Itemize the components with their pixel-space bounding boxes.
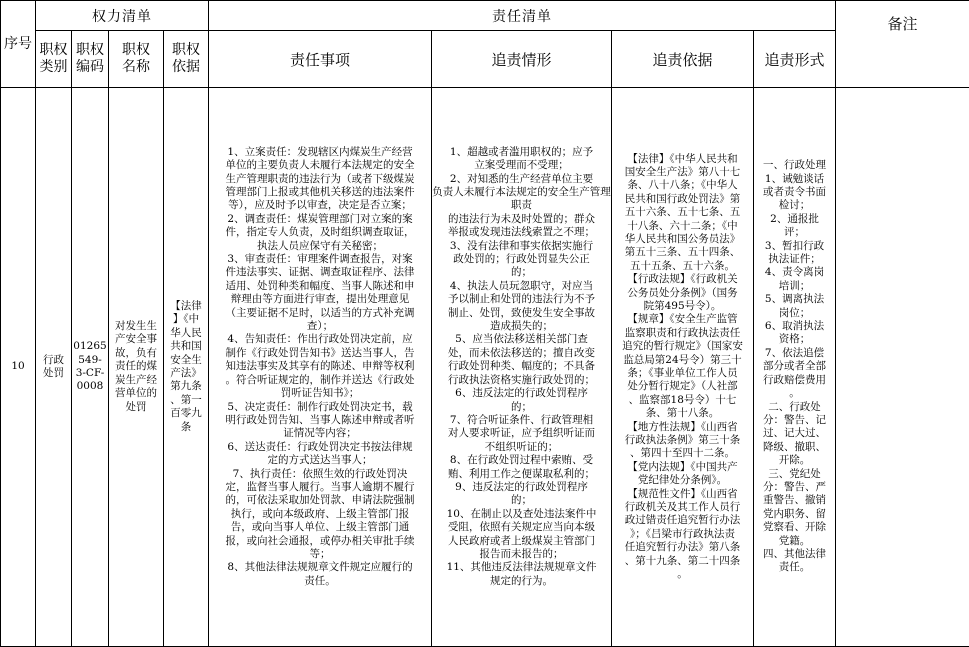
row-remark bbox=[836, 88, 969, 647]
row-resp-basis: 【法律】《中华人民共和 国安全生产法》第八十七 条、八十八条；《中华人 民共和国行政处罚法》第 五十六条、五十七条、五 十八条、六十二条；《中 华人民共和国公务员法》 第五十三条、五十四条、 五十五条、五十六条。 【行政法规】《行政机关 公务员处分条例》（国务 院第495号令）。 【规章】《安全生产监管 监察职责和行政执法责任 追究的暂行规定》（国家安 监总局第24号令）第三十 条；《事业单位工作人员 处分暂行规定》（人社部 、监察部18号令）十七 条、第十八条。 【地方性法规】《山西省 行政执法条例》第三十条 、第四十至四十二条。 【党内法规】《中国共产 党纪律处分条例》。 【规范性文件】《山西省 行政机关及其工作人员行 政过错责任追究暂行办法 》；《吕梁市行政执法责 任追究暂行办法》第八条 、第十九条、第二十四条 。 bbox=[612, 88, 754, 647]
header-resp-basis: 追责依据 bbox=[612, 31, 754, 88]
header-resp-items: 责任事项 bbox=[209, 31, 432, 88]
header-power-basis: 职权 依据 bbox=[164, 31, 209, 88]
header-remark: 备注 bbox=[836, 1, 969, 88]
header-power-code: 职权 编码 bbox=[72, 31, 109, 88]
row-resp-items: 1、立案责任：发现辖区内煤炭生产经营 单位的主要负责人未履行本法规定的安全 生产管理职责的违法行为（或者下级煤炭 管理部门上报或其他机关移送的违法案件 等），应及时予以审查，决定是否立案； 2、调查责任：煤炭管理部门对立案的案 件，指定专人负责，及时组织调查取证， 执法人员应保守有关秘密； 3、审查责任：审理案件调查报告，对案 件违法事实、证据、调查取证程序、法律 适用、处罚种类和幅度、当事人陈述和申 辩理由等方面进行审查，提出处理意见 （主要证据不足时，以适当的方式补充调 查）； 4、告知责任：作出行政处罚决定前，应 制作《行政处罚告知书》送达当事人，告 知违法事实及其享有的陈述、申辩等权利 。符合听证规定的，制作并送达《行政处 罚听证告知书》； 5、决定责任：制作行政处罚决定书，载 明行政处罚告知、当事人陈述申辩或者听 证情况等内容； 6、送达责任：行政处罚决定书按法律规 定的方式送达当事人； 7、执行责任：依照生效的行政处罚决 定，监督当事人履行。当事人逾期不履行 的，可依法采取加处罚款、申请法院强制 执行，或向本级政府、上级主管部门报 告，或向当事人单位、上级主管部门通 报，或向社会通报，或停办相关审批手续 等； 8、其他法律法规规章文件规定应履行的 责任。 bbox=[209, 88, 432, 647]
row-resp-forms: 一、行政处理 1、诫勉谈话 或者责令书面 检讨； 2、通报批 评； 3、暂扣行政 执法证件； 4、责令离岗 培训； 5、调离执法 岗位； 6、取消执法 资格； 7、依法追偿 部分或者全部 行政赔偿费用 。 二、行政处 分：警告、记 过、记大过、 降级、撤职、 开除。 三、党纪处 分：警告、严 重警告、撤销 党内职务、留 党察看、开除 党籍。 四、其他法律 责任。 bbox=[754, 88, 836, 647]
row-category: 行政 处罚 bbox=[36, 88, 72, 647]
row-name: 对发生生 产安全事 故，负有 责任的煤 炭生产经 营单位的 处罚 bbox=[109, 88, 164, 647]
row-code: 01265 549- 3-CF- 0008 bbox=[72, 88, 109, 647]
header-responsibility-list: 责任清单 bbox=[209, 1, 836, 31]
header-resp-situations: 追责情形 bbox=[432, 31, 612, 88]
row-basis: 【法律 】《中 华人民 共和国 安全生 产法》 第九条 、第一 百零九 条 bbox=[164, 88, 209, 647]
header-power-list: 权力清单 bbox=[36, 1, 209, 31]
header-resp-forms: 追责形式 bbox=[754, 31, 836, 88]
header-power-name: 职权 名称 bbox=[109, 31, 164, 88]
header-power-category: 职权 类别 bbox=[36, 31, 72, 88]
row-resp-situations: 1、超越或者滥用职权的；应予 立案受理而不受理； 2、对知悉的生产经营单位主要 负责人未履行本法规定的安全生产管理职责 的违法行为未及时处置的；群众 举报或发现违法线索置之不理； 3、没有法律和事实依据实施行 政处罚的；行政处罚显失公正 的； 4、执法人员玩忽职守，对应当 予以制止和处罚的违法行为不予 制止、处罚，致使发生安全事故 造成损失的； 5、应当依法移送相关部门查 处，而未依法移送的；擅自改变 行政处罚种类、幅度的；不具备 行政执法资格实施行政处罚的； 6、违反法定的行政处罚程序 的； 7、符合听证条件、行政管理相 对人要求听证，应予组织听证而 不组织听证的； 8、在行政处罚过程中索贿、受 贿、利用工作之便谋取私利的； 9、违反法定的行政处罚程序 的； 10、在制止以及查处违法案件中 受阻，依照有关规定应当向本级 人民政府或者上级煤炭主管部门 报告而未报告的； 11、其他违反法律法规规章文件 规定的行为。 bbox=[432, 88, 612, 647]
header-seq: 序号 bbox=[1, 1, 36, 88]
row-seq: 10 bbox=[1, 88, 36, 647]
